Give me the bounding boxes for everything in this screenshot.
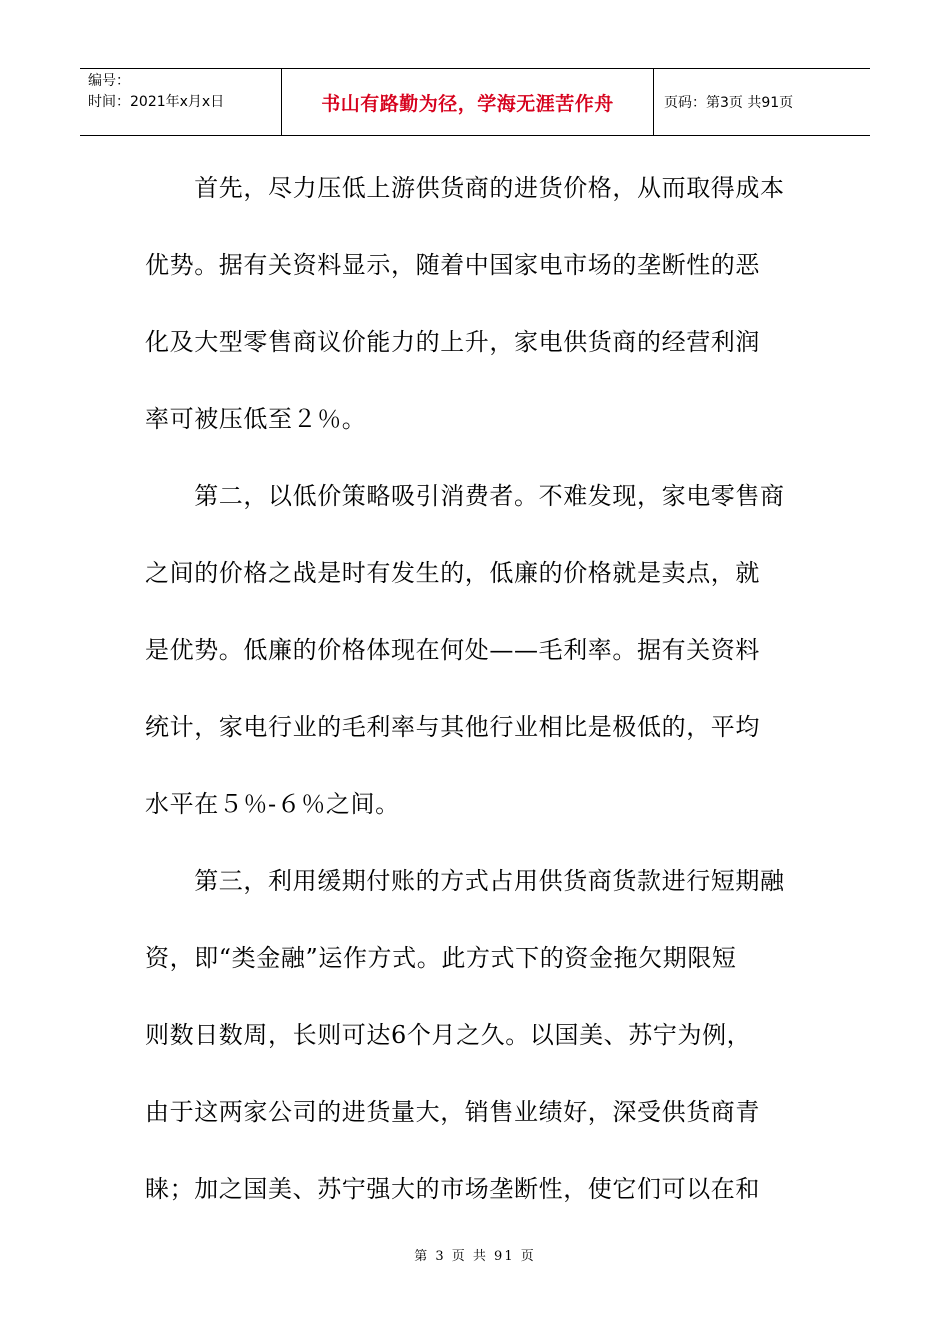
page-header <box>80 68 870 136</box>
paragraph-1 <box>145 150 805 458</box>
text-line: 之间的价格之战是时有发生的，低廉的价格就是卖点，就 <box>145 559 760 587</box>
text-line: 水平在５％-６％之间。 <box>145 790 400 818</box>
page-footer: 第 3 页 共 91 页 <box>414 1249 536 1264</box>
text-line: 由于这两家公司的进货量大，销售业绩好，深受供货商青 <box>145 1098 760 1126</box>
document-body <box>145 150 805 1228</box>
text-line: 是优势。低廉的价格体现在何处——毛利率。据有关资料 <box>145 636 760 664</box>
header-page-info: 页码：第3页 共91页 <box>664 95 794 111</box>
paragraph-3 <box>145 843 805 1228</box>
text-line: 化及大型零售商议价能力的上升，家电供货商的经营利润 <box>145 328 760 356</box>
text-line: 第二，以低价策略吸引消费者。不难发现，家电零售商 <box>145 482 785 510</box>
text-line: 资，即“类金融”运作方式。此方式下的资金拖欠期限短 <box>145 944 737 972</box>
header-number-label: 编号： <box>88 73 130 89</box>
text-line: 则数日数周，长则可达6个月之久。以国美、苏宁为例， <box>145 1021 752 1049</box>
text-line: 睐；加之国美、苏宁强大的市场垄断性，使它们可以在和 <box>145 1175 760 1203</box>
header-meta-cell <box>80 69 282 135</box>
paragraph-2 <box>145 458 805 843</box>
text-line: 优势。据有关资料显示，随着中国家电市场的垄断性的恶 <box>145 251 760 279</box>
text-line: 首先，尽力压低上游供货商的进货价格，从而取得成本 <box>145 174 785 202</box>
text-line: 率可被压低至２％。 <box>145 405 367 433</box>
header-date-label: 时间：2021年x月x日 <box>88 94 225 110</box>
text-line: 统计，家电行业的毛利率与其他行业相比是极低的，平均 <box>145 713 760 741</box>
header-motto: 书山有路勤为径，学海无涯苦作舟 <box>282 69 654 135</box>
text-line: 第三，利用缓期付账的方式占用供货商货款进行短期融 <box>145 867 785 895</box>
